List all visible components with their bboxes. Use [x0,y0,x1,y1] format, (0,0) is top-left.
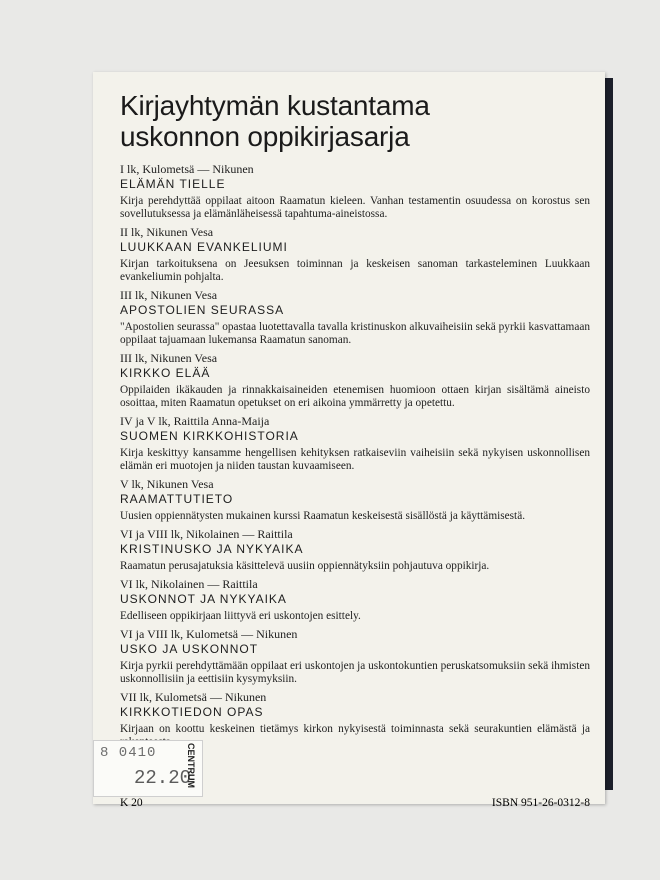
entry-heading: LUUKKAAN EVANKELIUMI [120,240,288,254]
entry-grade-author: VI ja VIII lk, Nikolainen — Raittila [120,527,293,541]
entry-description: Edelliseen oppikirjaan liittyvä eri uskontojen esittely. [120,610,361,622]
cover-content [120,90,590,753]
entry-grade-author: II lk, Nikunen Vesa [120,225,214,239]
book-entry [120,225,590,284]
entry-grade-author: I lk, Kulometsä — Nikunen [120,162,254,176]
entry-description: "Apostolien seurassa" opastaa luotettavalla tavalla kristinuskon alkuvaiheisiin sekä pyrkii kasvattamaan oppilaat tajuamaan lukemansa Raamatun sanoman. [120,321,590,346]
series-title-line-1: Kirjayhtymän kustantama [120,90,430,121]
book-back-cover [93,72,605,809]
entry-heading: ELÄMÄN TIELLE [120,177,226,191]
series-code: K 20 [120,797,143,809]
book-entry [120,288,590,347]
entry-heading: KRISTINUSKO JA NYKYAIKA [120,542,304,556]
entry-heading: KIRKKO ELÄÄ [120,366,211,380]
cover-footer [120,797,590,809]
entry-heading: RAAMATTUTIETO [120,492,234,506]
book-entry [120,162,590,221]
entry-description: Kirja perehdyttää oppilaat aitoon Raamatun kieleen. Vanhan testamentin osuudessa on korostus sen sovellutuksessa ja elämänläheisessä tapahtuma-aineistossa. [120,195,590,220]
entry-description: Uusien oppiennätysten mukainen kurssi Raamatun keskeisestä sisällöstä ja käyttämisestä. [120,510,526,522]
entry-grade-author: III lk, Nikunen Vesa [120,288,218,302]
entry-description: Kirjan tarkoituksena on Jeesuksen toiminnan ja keskeisen sanoman tarkasteleminen Luukkaan evankeliumin pohjalta. [120,258,590,283]
entry-description: Kirja pyrkii perehdyttämään oppilaat eri uskontojen ja uskontokuntien peruskatsomuksiin sekä ihmisten uskonnollisiin ja eettisiin kysymyksiin. [120,660,590,685]
entry-grade-author: VI lk, Nikolainen — Raittila [120,577,258,591]
entry-grade-author: IV ja V lk, Raittila Anna-Maija [120,414,270,428]
series-title-line-2: uskonnon oppikirjasarja [120,121,410,152]
entry-grade-author: V lk, Nikunen Vesa [120,477,214,491]
book-entry [120,351,590,410]
entry-heading: APOSTOLIEN SEURASSA [120,303,285,317]
price-sticker [93,740,203,797]
isbn: ISBN 951-26-0312-8 [491,797,590,809]
entry-description: Raamatun perusajatuksia käsittelevä uusiin oppiennätyksiin pohjautuva oppikirja. [120,560,490,572]
entry-heading: USKONNOT JA NYKYAIKA [120,592,287,606]
series-title [120,90,590,152]
sticker-price: 22.20 [134,767,192,789]
book-entry [120,577,590,623]
book-entry [120,414,590,473]
sticker-store-logo: CENTRUM [186,743,196,788]
book-entry [120,477,590,523]
book-entry [120,627,590,686]
sticker-code: 8 0410 [100,745,157,761]
book-entry [120,527,590,573]
entry-grade-author: VII lk, Kulometsä — Nikunen [120,690,267,704]
entry-description: Kirja keskittyy kansamme hengellisen kehityksen ratkaiseviin vaiheisiin sekä nykyisen uskonnollisen elämän eri muotojen ja niiden taustan kuvaamiseen. [120,447,590,472]
entry-heading: SUOMEN KIRKKOHISTORIA [120,429,299,443]
entry-description: Kirjaan on koottu keskeinen tietämys kirkon nykyisestä toiminnasta sekä seurakuntien elämästä ja [120,723,590,735]
entry-grade-author: III lk, Nikunen Vesa [120,351,218,365]
entry-heading: KIRKKOTIEDON OPAS [120,705,264,719]
entry-grade-author: VI ja VIII lk, Kulometsä — Nikunen [120,627,298,641]
entry-heading: USKO JA USKONNOT [120,642,259,656]
entry-description: Oppilaiden ikäkauden ja rinnakkaisaineiden etenemisen huomioon ottaen kirjan sisältämä aineisto osoittaa, miten Raamatun opetukset on eri aikoina ymmärretty ja opetettu. [120,384,590,409]
